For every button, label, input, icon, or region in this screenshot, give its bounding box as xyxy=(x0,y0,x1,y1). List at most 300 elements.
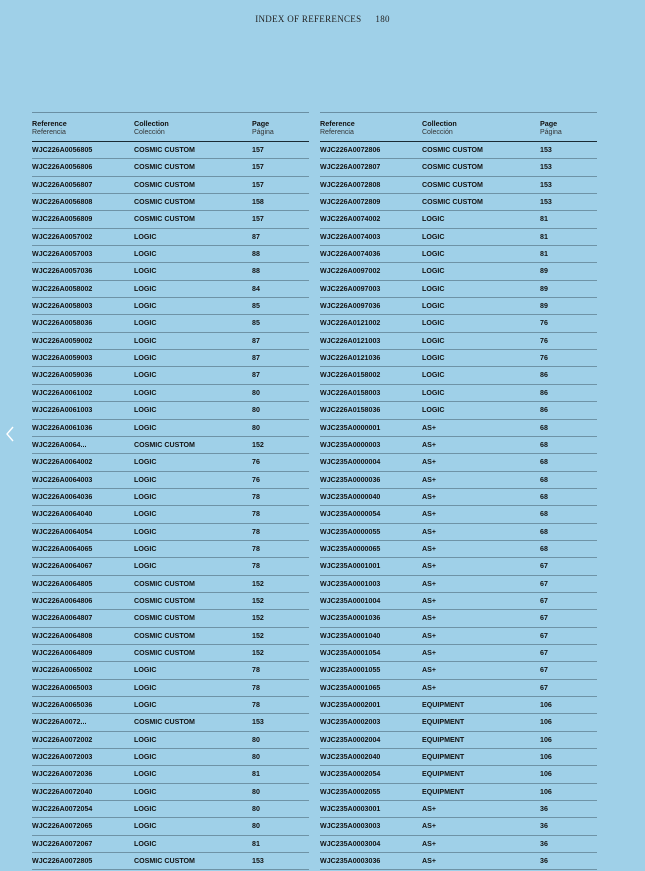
table-row xyxy=(32,853,309,870)
collection-cell: LOGIC xyxy=(422,406,445,415)
collection-cell: COSMIC CUSTOM xyxy=(134,718,195,727)
table-row xyxy=(320,333,597,350)
reference-cell: WJC226A0121002 xyxy=(320,319,381,328)
right-table-body xyxy=(320,142,597,870)
table-row xyxy=(320,454,597,471)
table-header xyxy=(32,112,309,142)
page-cell: 87 xyxy=(252,232,260,241)
table-row xyxy=(320,420,597,437)
page-cell: 78 xyxy=(252,562,260,571)
reference-cell: WJC235A0000065 xyxy=(320,544,381,553)
collection-cell: COSMIC CUSTOM xyxy=(134,215,195,224)
page-cell: 85 xyxy=(252,319,260,328)
collection-cell: LOGIC xyxy=(134,319,157,328)
page-cell: 81 xyxy=(252,839,260,848)
reference-cell: WJC235A0001040 xyxy=(320,631,381,640)
table-row xyxy=(32,420,309,437)
reference-cell: WJC226A0056805 xyxy=(32,146,93,154)
table-row xyxy=(320,714,597,731)
page-cell: 106 xyxy=(540,753,552,762)
collection-header: Collection Colección xyxy=(422,119,457,136)
reference-cell: WJC226A0072040 xyxy=(32,787,93,796)
reference-cell: WJC226A0072... xyxy=(32,718,87,727)
table-row xyxy=(32,576,309,593)
table-row xyxy=(32,454,309,471)
collection-cell: COSMIC CUSTOM xyxy=(134,648,195,657)
collection-cell: AS+ xyxy=(422,458,436,467)
collection-cell: LOGIC xyxy=(134,822,157,831)
collection-cell: LOGIC xyxy=(134,232,157,241)
page-cell: 67 xyxy=(540,666,548,675)
collection-cell: COSMIC CUSTOM xyxy=(134,596,195,605)
page-cell: 81 xyxy=(252,770,260,779)
page-cell: 80 xyxy=(252,787,260,796)
table-row xyxy=(320,541,597,558)
table-row xyxy=(320,472,597,489)
table-row xyxy=(32,385,309,402)
page-cell: 36 xyxy=(540,822,548,831)
collection-cell: AS+ xyxy=(422,510,436,519)
page-cell: 67 xyxy=(540,579,548,588)
page-number: 180 xyxy=(375,14,390,24)
page-cell: 67 xyxy=(540,614,548,623)
page-header-cell: Page Página xyxy=(252,119,274,136)
reference-cell: WJC235A0003003 xyxy=(320,822,381,831)
table-row xyxy=(32,801,309,818)
page-cell: 152 xyxy=(252,614,264,623)
table-row xyxy=(32,315,309,332)
table-row xyxy=(32,662,309,679)
reference-cell: WJC226A0158036 xyxy=(320,406,381,415)
table-row xyxy=(320,818,597,835)
table-row xyxy=(32,211,309,228)
page-cell: 86 xyxy=(540,371,548,380)
collection-cell: LOGIC xyxy=(134,753,157,762)
page-cell: 76 xyxy=(252,475,260,484)
reference-cell: WJC235A0000055 xyxy=(320,527,381,536)
page-title: INDEX OF REFERENCES xyxy=(255,14,362,24)
table-row xyxy=(32,142,309,159)
table-row xyxy=(32,489,309,506)
table-row xyxy=(32,749,309,766)
reference-cell: WJC226A0064806 xyxy=(32,596,93,605)
collection-cell: LOGIC xyxy=(422,250,445,259)
table-row xyxy=(320,784,597,801)
page-cell: 80 xyxy=(252,805,260,814)
collection-cell: LOGIC xyxy=(134,267,157,276)
reference-cell: WJC226A0061036 xyxy=(32,423,93,432)
page-cell: 152 xyxy=(252,579,264,588)
page-cell: 86 xyxy=(540,406,548,415)
collection-cell: LOGIC xyxy=(134,284,157,293)
collection-cell: LOGIC xyxy=(134,805,157,814)
table-row xyxy=(32,524,309,541)
reference-cell: WJC226A0072003 xyxy=(32,753,93,762)
page-cell: 80 xyxy=(252,735,260,744)
reference-cell: WJC235A0002003 xyxy=(320,718,381,727)
page-cell: 153 xyxy=(540,146,552,154)
table-row xyxy=(320,801,597,818)
collection-cell: EQUIPMENT xyxy=(422,753,465,762)
left-table xyxy=(32,112,309,870)
collection-cell: COSMIC CUSTOM xyxy=(134,163,195,172)
collection-cell: LOGIC xyxy=(134,406,157,415)
reference-cell: WJC226A0072805 xyxy=(32,857,93,866)
reference-cell: WJC235A0001004 xyxy=(320,596,381,605)
table-row xyxy=(32,645,309,662)
page-cell: 158 xyxy=(252,198,264,207)
page-cell: 80 xyxy=(252,388,260,397)
collection-cell: LOGIC xyxy=(134,475,157,484)
collection-cell: LOGIC xyxy=(134,770,157,779)
reference-cell: WJC226A0064065 xyxy=(32,544,93,553)
page-cell: 68 xyxy=(540,492,548,501)
page-cell: 78 xyxy=(252,544,260,553)
collection-cell: COSMIC CUSTOM xyxy=(134,180,195,189)
page-cell: 106 xyxy=(540,701,552,709)
collection-cell: AS+ xyxy=(422,648,436,657)
reference-cell: WJC226A0061002 xyxy=(32,388,93,397)
reference-cell: WJC226A0072806 xyxy=(320,146,381,154)
collection-cell: AS+ xyxy=(422,527,436,536)
table-row xyxy=(320,732,597,749)
table-row xyxy=(32,818,309,835)
page-cell: 68 xyxy=(540,423,548,432)
reference-cell: WJC235A0000040 xyxy=(320,492,381,501)
collection-cell: AS+ xyxy=(422,596,436,605)
reference-cell: WJC226A0061003 xyxy=(32,406,93,415)
collection-cell: LOGIC xyxy=(134,544,157,553)
reference-cell: WJC226A0064067 xyxy=(32,562,93,571)
page-cell: 106 xyxy=(540,735,552,744)
page-cell: 152 xyxy=(252,440,264,449)
table-row xyxy=(32,229,309,246)
page-cell: 153 xyxy=(540,198,552,207)
reference-cell: WJC235A0001065 xyxy=(320,683,381,692)
collection-cell: LOGIC xyxy=(422,302,445,311)
collection-cell: COSMIC CUSTOM xyxy=(134,631,195,640)
table-row xyxy=(320,246,597,263)
collection-cell: LOGIC xyxy=(422,284,445,293)
reference-cell: WJC226A0058002 xyxy=(32,284,93,293)
reference-cell: WJC226A0064... xyxy=(32,440,87,449)
reference-cell: WJC226A0072065 xyxy=(32,822,93,831)
reference-cell: WJC226A0058036 xyxy=(32,319,93,328)
collection-cell: LOGIC xyxy=(422,232,445,241)
table-row xyxy=(320,645,597,662)
page-cell: 89 xyxy=(540,267,548,276)
page-cell: 84 xyxy=(252,284,260,293)
reference-cell: WJC235A0003004 xyxy=(320,839,381,848)
reference-cell: WJC226A0065003 xyxy=(32,683,93,692)
page-cell: 68 xyxy=(540,458,548,467)
collection-cell: AS+ xyxy=(422,492,436,501)
page-cell: 85 xyxy=(252,302,260,311)
page-cell: 67 xyxy=(540,648,548,657)
reference-cell: WJC226A0072809 xyxy=(320,198,381,207)
table-row xyxy=(320,367,597,384)
collection-cell: LOGIC xyxy=(422,267,445,276)
page-cell: 36 xyxy=(540,839,548,848)
page-cell: 86 xyxy=(540,388,548,397)
reference-cell: WJC226A0065036 xyxy=(32,701,93,709)
page-header-cell: Page Página xyxy=(540,119,562,136)
reference-cell: WJC235A0000004 xyxy=(320,458,381,467)
table-row xyxy=(32,298,309,315)
reference-cell: WJC235A0001003 xyxy=(320,579,381,588)
collection-cell: AS+ xyxy=(422,631,436,640)
page-cell: 106 xyxy=(540,718,552,727)
collection-cell: COSMIC CUSTOM xyxy=(422,198,483,207)
collection-cell: LOGIC xyxy=(422,336,445,345)
table-row xyxy=(320,506,597,523)
table-row xyxy=(32,610,309,627)
collection-cell: LOGIC xyxy=(134,735,157,744)
collection-cell: EQUIPMENT xyxy=(422,770,465,779)
table-row xyxy=(32,836,309,853)
page-cell: 78 xyxy=(252,510,260,519)
reference-cell: WJC235A0000036 xyxy=(320,475,381,484)
collection-cell: AS+ xyxy=(422,857,436,866)
reference-cell: WJC226A0057003 xyxy=(32,250,93,259)
table-row xyxy=(32,680,309,697)
reference-cell: WJC235A0002055 xyxy=(320,787,381,796)
table-row xyxy=(32,558,309,575)
page-cell: 106 xyxy=(540,770,552,779)
page-cell: 153 xyxy=(540,163,552,172)
page-cell: 76 xyxy=(540,319,548,328)
page-cell: 152 xyxy=(252,631,264,640)
left-table-body xyxy=(32,142,309,870)
page-cell: 68 xyxy=(540,510,548,519)
reference-cell: WJC235A0000054 xyxy=(320,510,381,519)
page-cell: 76 xyxy=(252,458,260,467)
table-row xyxy=(320,489,597,506)
table-row xyxy=(32,246,309,263)
reference-cell: WJC226A0065002 xyxy=(32,666,93,675)
page-cell: 68 xyxy=(540,475,548,484)
reference-cell: WJC235A0000001 xyxy=(320,423,381,432)
right-table xyxy=(320,112,597,870)
table-row xyxy=(32,367,309,384)
reference-cell: WJC226A0072067 xyxy=(32,839,93,848)
collection-cell: LOGIC xyxy=(134,527,157,536)
reference-cell: WJC226A0097003 xyxy=(320,284,381,293)
reference-cell: WJC226A0072807 xyxy=(320,163,381,172)
collection-cell: LOGIC xyxy=(134,388,157,397)
collection-cell: AS+ xyxy=(422,805,436,814)
table-row xyxy=(320,697,597,714)
reference-cell: WJC226A0057002 xyxy=(32,232,93,241)
collection-cell: LOGIC xyxy=(134,510,157,519)
reference-cell: WJC226A0064809 xyxy=(32,648,93,657)
page-cell: 78 xyxy=(252,527,260,536)
reference-cell: WJC226A0097002 xyxy=(320,267,381,276)
collection-cell: AS+ xyxy=(422,839,436,848)
collection-cell: LOGIC xyxy=(134,492,157,501)
reference-cell: WJC226A0064040 xyxy=(32,510,93,519)
table-row xyxy=(320,610,597,627)
table-row xyxy=(320,142,597,159)
collection-cell: AS+ xyxy=(422,683,436,692)
table-row xyxy=(32,714,309,731)
collection-cell: AS+ xyxy=(422,614,436,623)
collection-cell: LOGIC xyxy=(134,336,157,345)
page-cell: 78 xyxy=(252,666,260,675)
collection-cell: LOGIC xyxy=(134,250,157,259)
collection-cell: COSMIC CUSTOM xyxy=(134,614,195,623)
page-cell: 67 xyxy=(540,683,548,692)
page-cell: 81 xyxy=(540,232,548,241)
reference-header: Reference Referencia xyxy=(320,119,355,136)
reference-cell: WJC226A0158002 xyxy=(320,371,381,380)
table-row xyxy=(320,177,597,194)
page-cell: 80 xyxy=(252,753,260,762)
collection-cell: LOGIC xyxy=(422,371,445,380)
table-row xyxy=(320,836,597,853)
table-row xyxy=(32,628,309,645)
table-row xyxy=(320,350,597,367)
page-cell: 80 xyxy=(252,822,260,831)
table-row xyxy=(32,194,309,211)
collection-cell: COSMIC CUSTOM xyxy=(134,857,195,866)
page-cell: 88 xyxy=(252,267,260,276)
page-cell: 81 xyxy=(540,250,548,259)
page-cell: 80 xyxy=(252,423,260,432)
page-cell: 80 xyxy=(252,406,260,415)
table-row xyxy=(32,593,309,610)
page-cell: 68 xyxy=(540,544,548,553)
table-row xyxy=(32,437,309,454)
table-row xyxy=(32,784,309,801)
reference-cell: WJC226A0097036 xyxy=(320,302,381,311)
collection-cell: LOGIC xyxy=(134,787,157,796)
reference-cell: WJC235A0001055 xyxy=(320,666,381,675)
table-row xyxy=(320,593,597,610)
table-row xyxy=(320,281,597,298)
page-cell: 153 xyxy=(252,857,264,866)
collection-header: Collection Colección xyxy=(134,119,169,136)
collection-cell: AS+ xyxy=(422,562,436,571)
page-cell: 67 xyxy=(540,562,548,571)
table-row xyxy=(32,766,309,783)
table-row xyxy=(320,385,597,402)
page-cell: 87 xyxy=(252,371,260,380)
collection-cell: EQUIPMENT xyxy=(422,735,465,744)
reference-cell: WJC226A0072002 xyxy=(32,735,93,744)
collection-cell: AS+ xyxy=(422,475,436,484)
reference-cell: WJC226A0059003 xyxy=(32,354,93,363)
page-cell: 153 xyxy=(252,718,264,727)
table-row xyxy=(320,298,597,315)
reference-cell: WJC226A0059002 xyxy=(32,336,93,345)
table-row xyxy=(32,506,309,523)
page-cell: 68 xyxy=(540,440,548,449)
table-row xyxy=(320,853,597,870)
table-row xyxy=(320,315,597,332)
collection-cell: EQUIPMENT xyxy=(422,701,465,709)
reference-cell: WJC226A0074002 xyxy=(320,215,381,224)
collection-cell: AS+ xyxy=(422,544,436,553)
back-arrow-icon[interactable] xyxy=(3,424,17,444)
table-row xyxy=(320,766,597,783)
collection-cell: LOGIC xyxy=(134,371,157,380)
page-cell: 152 xyxy=(252,596,264,605)
reference-cell: WJC226A0064003 xyxy=(32,475,93,484)
table-row xyxy=(320,194,597,211)
page-cell: 157 xyxy=(252,215,264,224)
collection-cell: LOGIC xyxy=(134,839,157,848)
page-cell: 68 xyxy=(540,527,548,536)
collection-cell: COSMIC CUSTOM xyxy=(134,146,195,154)
reference-cell: WJC226A0064807 xyxy=(32,614,93,623)
table-row xyxy=(320,628,597,645)
table-header xyxy=(320,112,597,142)
reference-cell: WJC226A0064036 xyxy=(32,492,93,501)
reference-cell: WJC226A0058003 xyxy=(32,302,93,311)
reference-cell: WJC226A0056808 xyxy=(32,198,93,207)
table-row xyxy=(32,402,309,419)
collection-cell: AS+ xyxy=(422,666,436,675)
reference-cell: WJC235A0001054 xyxy=(320,648,381,657)
table-row xyxy=(32,732,309,749)
reference-cell: WJC226A0072036 xyxy=(32,770,93,779)
page-cell: 36 xyxy=(540,857,548,866)
page-cell: 87 xyxy=(252,354,260,363)
table-row xyxy=(32,697,309,714)
reference-cell: WJC235A0003036 xyxy=(320,857,381,866)
collection-cell: LOGIC xyxy=(422,215,445,224)
collection-cell: AS+ xyxy=(422,822,436,831)
table-row xyxy=(320,524,597,541)
collection-cell: COSMIC CUSTOM xyxy=(134,579,195,588)
reference-cell: WJC235A0001001 xyxy=(320,562,381,571)
page-cell: 81 xyxy=(540,215,548,224)
table-row xyxy=(320,402,597,419)
table-row xyxy=(320,749,597,766)
table-row xyxy=(320,662,597,679)
collection-cell: LOGIC xyxy=(134,423,157,432)
collection-cell: LOGIC xyxy=(134,302,157,311)
collection-cell: LOGIC xyxy=(422,319,445,328)
reference-cell: WJC235A0002004 xyxy=(320,735,381,744)
table-row xyxy=(320,229,597,246)
collection-cell: AS+ xyxy=(422,440,436,449)
collection-cell: COSMIC CUSTOM xyxy=(134,440,195,449)
reference-cell: WJC235A0000003 xyxy=(320,440,381,449)
page-cell: 76 xyxy=(540,354,548,363)
table-row xyxy=(32,350,309,367)
collection-cell: LOGIC xyxy=(134,458,157,467)
reference-cell: WJC226A0064808 xyxy=(32,631,93,640)
collection-cell: EQUIPMENT xyxy=(422,718,465,727)
reference-cell: WJC226A0072054 xyxy=(32,805,93,814)
reference-header: Reference Referencia xyxy=(32,119,67,136)
reference-cell: WJC226A0056809 xyxy=(32,215,93,224)
table-row xyxy=(320,437,597,454)
reference-cell: WJC226A0059036 xyxy=(32,371,93,380)
table-row xyxy=(32,177,309,194)
collection-cell: LOGIC xyxy=(134,354,157,363)
page-cell: 152 xyxy=(252,648,264,657)
collection-cell: LOGIC xyxy=(134,666,157,675)
reference-cell: WJC235A0002054 xyxy=(320,770,381,779)
reference-cell: WJC226A0064002 xyxy=(32,458,93,467)
reference-cell: WJC235A0001036 xyxy=(320,614,381,623)
collection-cell: LOGIC xyxy=(134,701,157,709)
reference-cell: WJC235A0002001 xyxy=(320,701,381,709)
collection-cell: LOGIC xyxy=(134,683,157,692)
